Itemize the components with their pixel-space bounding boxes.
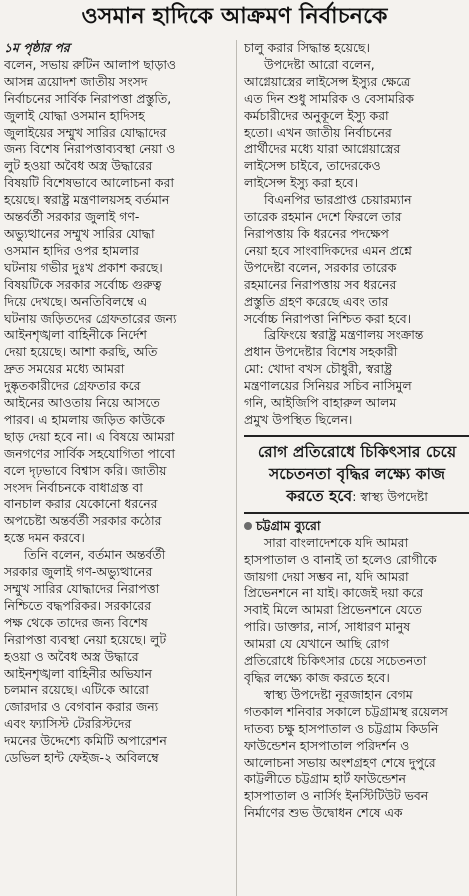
text-line: গনি, আইজিপি বাহারুল আলম — [244, 395, 397, 411]
text-line: সরকার জুলাই গণ-অভ্যুত্থানের — [4, 564, 153, 580]
text-line: মো: খোদা বখস চৌধুরী, স্বরাষ্ট্র — [244, 361, 392, 377]
sub-article-headline-line-2: সচেতনতা বৃদ্ধির লক্ষ্যে কাজ — [268, 464, 446, 483]
text-line: জন্য বিশেষ নিরাপত্তাব্যবস্থা নেয়া ও — [4, 141, 176, 157]
text-line: মন্ত্রণালয়ের সিনিয়র সচিব নাসিমুল — [244, 378, 412, 394]
text-line: হস্তে দমন করবে। — [4, 530, 85, 546]
text-line: বিষয়টি বিশেষভাবে আলোচনা করা — [4, 175, 174, 191]
text-line: পারি। ডাক্তার, নার্স, সাধারণ মানুষ — [244, 619, 411, 635]
left-column — [4, 40, 230, 896]
right-column — [244, 40, 469, 896]
text-line: সর্বোচ্চ নিরাপত্তা নিশ্চিত করা হবে। — [244, 310, 412, 326]
sub-article-headline-line-3 — [248, 485, 466, 508]
text-line: উপদেষ্টা আরো বলেন, — [264, 56, 375, 72]
text-line: বলেন, সভায় রুটিন আলাপ ছাড়াও — [4, 56, 177, 72]
text-line: লুট হওয়া অবৈধ অস্ত্র উদ্ধারের — [4, 158, 153, 174]
text-line: স্বাস্থ্য উপদেষ্টা নূরজাহান বেগম — [264, 686, 413, 702]
text-line: দিয়ে দেখছে। অনতিবিলম্বে এ — [4, 293, 148, 309]
text-line: বানচাল করার যেকোনো ধরনের — [4, 496, 158, 512]
text-line: ব্রিফিংয়ে স্বরাষ্ট্র মন্ত্রণালয় সংক্রান্ত — [264, 327, 424, 343]
continued-from-label: ১ম পৃষ্ঠার পর — [4, 40, 70, 55]
sub-article-headline-line-3-text: করতে হবে — [286, 486, 353, 505]
right-column-body-bottom — [244, 535, 469, 822]
text-line: লাইসেন্স ইস্যু করা হবে। — [244, 175, 359, 191]
text-line: ঘটনায় গভীর দুঃখ প্রকাশ করছে। — [4, 259, 163, 275]
text-line: ওসমান হাদির ওপর হামলার — [4, 242, 139, 258]
text-line: জোরদার ও বেগবান করার জন্য — [4, 699, 159, 715]
text-line: অপচেষ্টা অন্তর্বর্তী সরকার কঠোর — [4, 513, 162, 529]
text-line: কর্মচারীদের অনুকূলে ইস্যু করা — [244, 107, 389, 123]
text-line: রহমানের নিরাপত্তায় সব ধরনের — [244, 276, 397, 292]
text-line: প্রস্তুতি গ্রহণ করেছে এবং তার — [244, 293, 389, 309]
text-line: হয়েছে। স্বরাষ্ট্র মন্ত্রণালয়সহ বর্তমান — [4, 192, 170, 208]
text-line: চলমান রয়েছে। এটিকে আরো — [4, 682, 149, 698]
column-divider — [236, 40, 237, 896]
text-line: সম্মুখ সারির যোদ্ধাদের নিরাপত্তা — [4, 581, 160, 596]
text-line: আমরা যে যেখানে আছি রোগ — [244, 636, 389, 652]
text-line: হাসপাতাল ও বানাই তা হলেও রোগীকে — [244, 551, 437, 567]
text-line: এত দিন শুধু সামরিক ও বেসামরিক — [244, 90, 414, 106]
text-line: আলোচনা সভায় অংশগ্রহণ শেষে দুপুরে — [244, 754, 436, 770]
sub-article-headline-line-1: রোগ প্রতিরোধে চিকিৎসার চেয়ে — [257, 442, 457, 461]
right-column-body-top — [244, 40, 469, 429]
text-line: দুষ্কৃতকারীদের গ্রেফতার করে — [4, 378, 141, 394]
bullet-icon — [244, 522, 252, 530]
text-line: জনগণের সার্বিক সহযোগিতা পাবো — [4, 445, 176, 461]
text-line: আসন্ন ত্রয়োদশ জাতীয় সংসদ — [4, 73, 148, 89]
sub-article-headline-box — [244, 435, 469, 514]
text-line: জুলাইয়ের সম্মুখ সারির যোদ্ধাদের — [4, 124, 167, 140]
text-line: ডেভিল হান্ট ফেইজ-২ অবিলম্বে — [4, 750, 159, 766]
text-line: দেয়া হয়েছে। আশা করছি, অতি — [4, 344, 158, 360]
text-line: প্রিভেনশনে না যাই। কাজেই দয়া করে — [244, 585, 424, 601]
text-line: ঘটনায় জড়িতদের গ্রেফতারের জন্য — [4, 310, 177, 326]
text-line: এবং ফ্যাসিস্ট টেররিস্টদের — [4, 716, 132, 732]
text-line: জুলাই যোদ্ধা ওসমান হাদিসহ — [4, 107, 145, 123]
sub-article-attribution: : স্বাস্থ্য উপদেষ্টা — [352, 488, 428, 504]
dateline-text: চট্টগ্রাম ব্যুরো — [256, 517, 321, 533]
text-line: ছাড় দেয়া হবে না। এ বিষয়ে আমরা — [4, 428, 175, 444]
text-line: তারেক রহমান দেশে ফিরলে তার — [244, 209, 402, 225]
headline: ওসমান হাদিকে আক্রমণ নির্বাচনকে — [81, 4, 388, 29]
text-line: অন্তর্বর্তী সরকার জুলাই গণ- — [4, 209, 140, 225]
text-line: গতকাল শনিবার সকালে চট্টগ্রামস্থ রয়েলস — [244, 703, 448, 719]
text-line: আইনের আওতায় নিয়ে আসতে — [4, 395, 160, 411]
text-line: নির্বাচনের সার্বিক নিরাপত্তা প্রস্তুতি, — [4, 90, 172, 106]
text-line: বলে দৃঢ়ভাবে বিশ্বাস করি। জাতীয় — [4, 462, 167, 478]
text-line: নিশ্চিতে বদ্ধপরিকর। সরকারের — [4, 597, 152, 613]
text-line: প্রতিরোধে চিকিৎসার চেয়ে সচেতনতা — [244, 653, 427, 669]
text-line: দমনের উদ্দেশ্যে কমিটি অপারেশন — [4, 733, 167, 749]
text-line: কাট্টলীতে চট্টগ্রাম হার্ট ফাউন্ডেশন — [244, 771, 406, 787]
left-column-body — [4, 57, 230, 767]
text-line: ফাউন্ডেশন হাসপাতাল পরিদর্শন ও — [244, 737, 410, 753]
text-line: দ্রুত সময়ের মধ্যে আমরা — [4, 361, 125, 377]
text-line: নির্মাণের শুভ উদ্বোধন শেষে এক — [244, 805, 403, 821]
text-line: পক্ষ থেকে তাদের জন্য বিশেষ — [4, 614, 148, 630]
text-line: চালু করার সিদ্ধান্ত হয়েছে। — [244, 40, 370, 55]
text-line: আগ্নেয়াস্ত্রের লাইসেন্স ইস্যুর ক্ষেত্রে — [244, 73, 411, 89]
text-line: সংসদ নির্বাচনকে বাধাগ্রস্ত বা — [4, 479, 143, 495]
text-line: আইনশৃঙ্খলা বাহিনীর অভিযান — [4, 665, 152, 681]
text-line: অভ্যুত্থানের সম্মুখ সারির যোদ্ধা — [4, 225, 155, 241]
dateline — [244, 518, 469, 535]
text-line: আইনশৃঙ্খলা বাহিনীকে নির্দেশ — [4, 327, 147, 343]
text-line: প্রধান উপদেষ্টার বিশেষ সহকারী — [244, 344, 398, 360]
text-line: লাইসেন্স চাইবে, তাদেরকেও — [244, 158, 381, 174]
text-line: পারব। এ হামলায় জড়িত কাউকে — [4, 411, 165, 427]
text-line: নিরাপত্তায় কি ধরনের পদক্ষেপ — [244, 225, 389, 241]
text-line: হতো। এখন জাতীয় নির্বাচনের — [244, 124, 392, 140]
text-line: প্রার্থীদের মধ্যে যারা আগ্নেয়াস্ত্রের — [244, 141, 401, 157]
text-line: নেয়া হবে সাংবাদিকদের এমন প্রশ্নে — [244, 242, 412, 258]
text-line: উপদেষ্টা বলেন, সরকার তারেক — [244, 259, 397, 275]
text-line: সবাই মিলে আমরা প্রিভেনশনে যেতে — [244, 602, 422, 618]
text-line: নিরাপত্তা ব্যবস্থা নেয়া হয়েছে। লুট — [4, 631, 167, 647]
text-line: হাসপাতাল ও নার্সিং ইনস্টিটিউট ভবন — [244, 788, 429, 804]
text-line: দাতব্য চক্ষু হাসপাতাল ও চট্টগ্রাম কিডনি — [244, 720, 439, 736]
text-line: হওয়া ও অবৈধ অস্ত্র উদ্ধারে — [4, 648, 139, 664]
text-line: বৃদ্ধির লক্ষ্যে কাজ করতে হবে। — [244, 670, 390, 685]
text-line: বিষয়টিকে সরকার সর্বোচ্চ গুরুত্ব — [4, 276, 162, 292]
text-line: প্রমুখ উপস্থিত ছিলেন। — [244, 411, 353, 427]
text-line: তিনি বলেন, বর্তমান অন্তর্বর্তী — [24, 547, 166, 563]
text-line: সারা বাংলাদেশকে যদি আমরা — [264, 534, 409, 550]
text-line: বিএনপির ভারপ্রাপ্ত চেয়ারম্যান — [264, 192, 412, 208]
text-line: জায়গা দেয়া সম্ভব না, যদি আমরা — [244, 568, 409, 584]
